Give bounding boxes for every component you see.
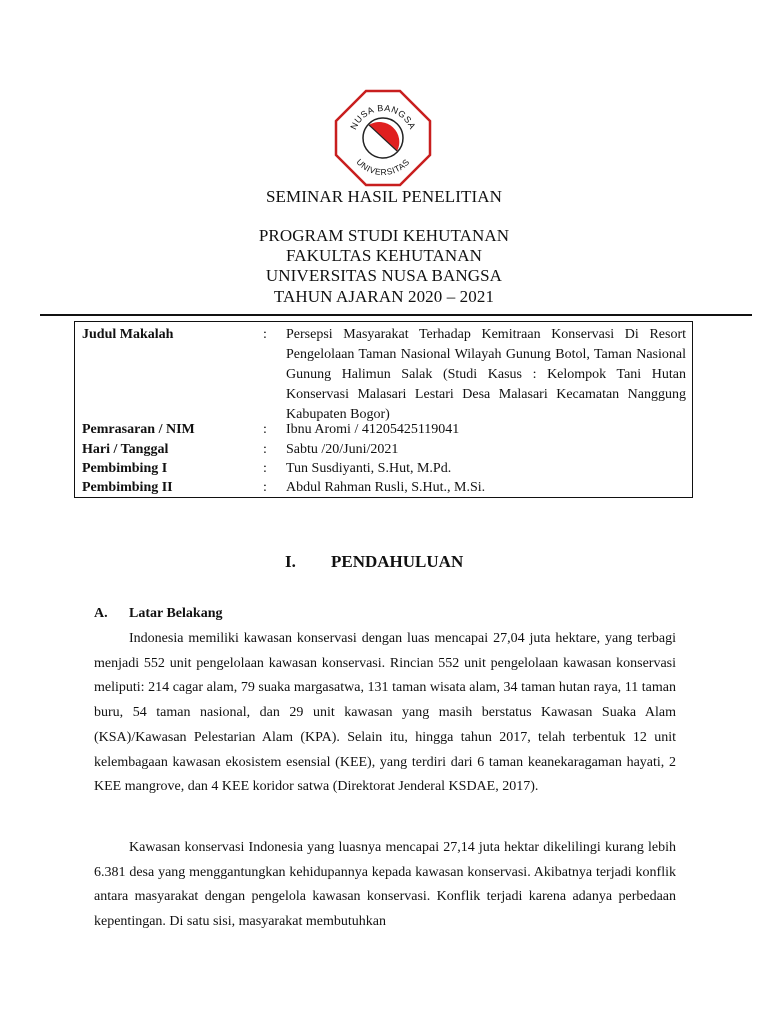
university-name: UNIVERSITAS NUSA BANGSA xyxy=(265,266,503,285)
university-logo xyxy=(332,88,434,188)
seminar-info-box xyxy=(74,321,693,498)
pembimbing2-label: Pembimbing II xyxy=(82,480,173,495)
program-name: PROGRAM STUDI KEHUTANAN xyxy=(258,226,510,245)
info-colon: : xyxy=(263,442,267,457)
info-colon: : xyxy=(263,461,267,476)
pembimbing1-label: Pembimbing I xyxy=(82,461,168,476)
info-colon: : xyxy=(263,480,267,495)
tanggal-label: Hari / Tanggal xyxy=(82,442,169,457)
logo-text-top: NUSA BANGSA xyxy=(348,102,418,132)
logo-text-bottom: UNIVERSITAS xyxy=(354,156,412,178)
chapter-number: I. xyxy=(285,552,296,571)
chapter-title: PENDAHULUAN xyxy=(331,552,464,571)
section-title: Latar Belakang xyxy=(129,606,223,621)
paragraph-1-text: Indonesia memiliki kawasan konservasi dengan luas mencapai 27,04 juta hektare, yang terbagi menjadi 552 unit pengelolaan kawasan konservasi. Rincian 552 unit pengelolaan kawasan konservasi meliputi: 214 cagar alam, 79 suaka margasatwa, 131 taman wisata alam, 34 taman hutan raya, 11 taman buru, 54 taman nasional, dan 29 unit kawasan yang masih berstatus Kawasan Suaka Alam (KSA)/Kawasan Pelestarian Alam (KPA). Selain itu, hingga tahun 2017, telah terbentuk 12 unit kelembagaan kawasan ekosistem esensial (KEE), yang terdiri dari 6 taman keanekaragaman hayati, 2 KEE mangrove, dan 4 KEE koridor satwa (Direktorat Jenderal KSDAE, 2017). xyxy=(94,631,676,795)
info-colon: : xyxy=(263,422,267,437)
header-divider xyxy=(40,314,752,316)
pembimbing1-value: Tun Susdiyanti, S.Hut, M.Pd. xyxy=(286,461,452,476)
seminar-title: SEMINAR HASIL PENELITIAN xyxy=(266,187,502,206)
pemrasaran-label: Pemrasaran / NIM xyxy=(82,422,195,437)
pembimbing2-value: Abdul Rahman Rusli, S.Hut., M.Si. xyxy=(286,480,486,495)
section-letter: A. xyxy=(94,606,108,621)
pemrasaran-value: Ibnu Aromi / 41205425119041 xyxy=(286,422,460,437)
paragraph-2 xyxy=(94,836,676,935)
academic-year: TAHUN AJARAN 2020 – 2021 xyxy=(273,287,495,306)
judul-value: Persepsi Masyarakat Terhadap Kemitraan Konservasi Di Resort Pengelolaan Taman Nasional Wilayah Gunung Botol, Taman Nasional Gunung Halimun Salak (Studi Kasus : Kelompok Tani Hutan Konservasi Malasari Lestari Desa Malasari Kecamatan Nanggung Kabupaten Bogor) xyxy=(286,327,686,422)
paragraph-2-text: Kawasan konservasi Indonesia yang luasnya mencapai 27,14 juta hektar dikelilingi kurang lebih 6.381 desa yang menggantungkan kehidupannya kepada kawasan konservasi. Akibatnya terjadi konflik antara masyarakat dengan pengelola kawasan konservasi. Konflik terjadi karena adanya perbedaan kepentingan. Di satu sisi, masyarakat membutuhkan xyxy=(94,840,676,930)
tanggal-value: Sabtu /20/Juni/2021 xyxy=(286,442,399,457)
info-colon: : xyxy=(263,327,267,342)
judul-label: Judul Makalah xyxy=(82,327,174,342)
paragraph-1 xyxy=(94,627,676,800)
faculty-name: FAKULTAS KEHUTANAN xyxy=(286,246,482,265)
